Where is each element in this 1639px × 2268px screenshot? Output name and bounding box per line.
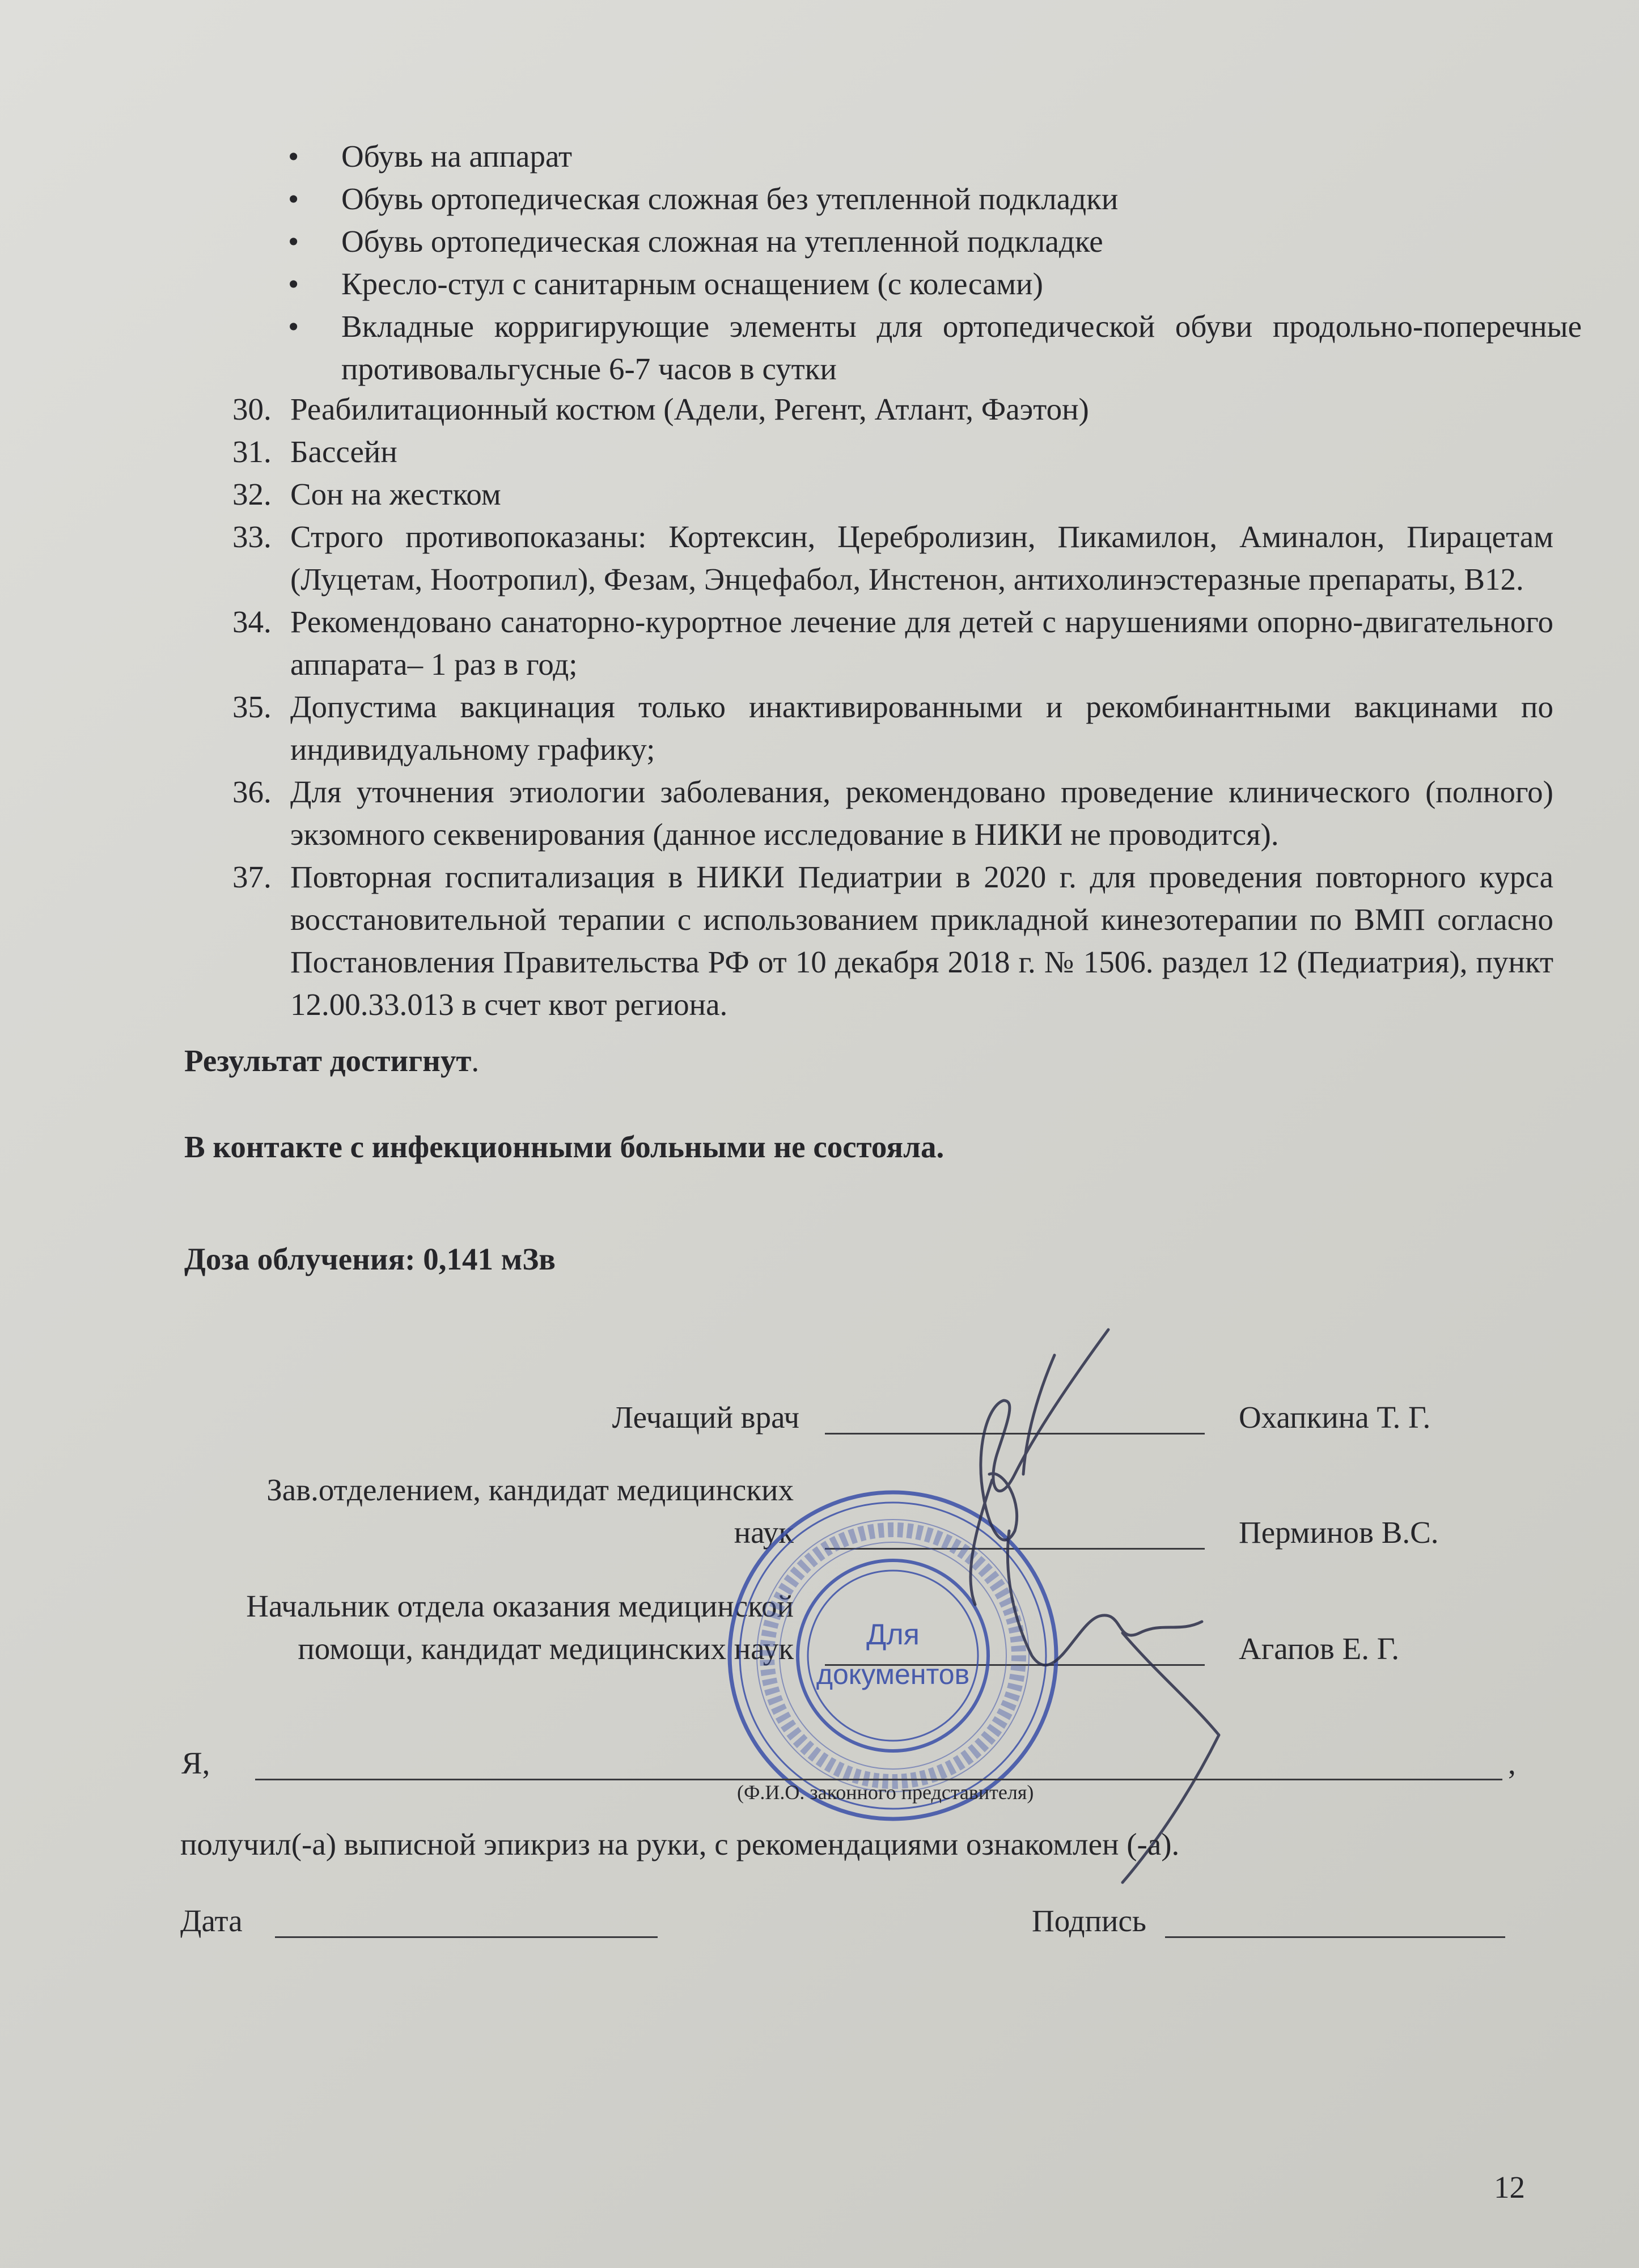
list-item — [232, 600, 1553, 686]
list-item — [232, 473, 1553, 515]
item-text: Реабилитационный костюм (Адели, Регент, Атлант, Фаэтон) — [290, 392, 1089, 426]
item-text: Допустима вакцинация только инактивированными и рекомбинантными вакцинами по индивидуальному графику; — [290, 689, 1553, 767]
chief-role — [142, 1585, 794, 1670]
result-period: . — [471, 1043, 480, 1078]
chief-name: Агапов Е. Г. — [1239, 1631, 1400, 1666]
head-name: Перминов В.С. — [1239, 1515, 1439, 1550]
item-number: 36. — [232, 775, 272, 809]
result-text: Результат достигнут — [184, 1043, 472, 1078]
item-number: 35. — [232, 689, 272, 724]
head-role — [142, 1469, 794, 1554]
bullet-list — [283, 135, 1582, 390]
bullet-item: • Обувь на аппарат — [283, 135, 1582, 177]
stamp-text-line1: Для — [866, 1618, 920, 1651]
bullet-item: • Вкладные корригирующие элементы для ортопедической обуви продольно-поперечные противовальгусные 6-7 часов в сутки — [283, 305, 1582, 390]
bullet-item: • Кресло-стул с санитарным оснащением (с колесами) — [283, 263, 1582, 305]
stamp-text-line2: документов — [816, 1658, 970, 1690]
list-item — [232, 515, 1553, 600]
bullet-item: • Обувь ортопедическая сложная на утепленной подкладке — [283, 220, 1582, 263]
head-role-line2: наук — [734, 1515, 794, 1550]
doctor-name: Охапкина Т. Г. — [1239, 1400, 1431, 1435]
list-item — [232, 388, 1553, 430]
item-text: Для уточнения этиологии заболевания, рекомендовано проведение клинического (полного) экзомного секвенирования (данное исследование в НИКИ не проводится). — [290, 775, 1553, 852]
received-text: получил(-а) выписной эпикриз на руки, с рекомендациями ознакомлен (-а). — [180, 1827, 1180, 1861]
contact-line: В контакте с инфекционными больными не состояла. — [184, 1129, 945, 1164]
item-number: 33. — [232, 519, 272, 554]
list-item — [232, 686, 1553, 771]
chief-role-line1: Начальник отдела оказания медицинской — [246, 1589, 794, 1623]
numbered-list — [232, 388, 1553, 1026]
head-role-line1: Зав.отделением, кандидат медицинских — [266, 1472, 794, 1507]
date-line — [275, 1936, 658, 1938]
item-number: 31. — [232, 434, 272, 469]
date-label: Дата — [180, 1903, 243, 1938]
item-number: 37. — [232, 860, 272, 894]
ya-label: Я, — [181, 1746, 210, 1780]
signature-line — [825, 1433, 1205, 1435]
item-number: 34. — [232, 604, 272, 639]
doctor-role: Лечащий врач — [612, 1400, 799, 1435]
result-line — [184, 1039, 479, 1082]
item-text: Сон на жестком — [290, 477, 501, 511]
name-caption: (Ф.И.О. законного представителя) — [737, 1781, 1034, 1804]
comma: , — [1508, 1746, 1516, 1780]
list-item — [232, 771, 1553, 856]
chief-role-line2: помощи, кандидат медицинских наук — [298, 1631, 794, 1666]
item-number: 30. — [232, 392, 272, 426]
item-text: Строго противопоказаны: Кортексин, Церебролизин, Пикамилон, Аминалон, Пирацетам (Луцетам, Ноотропил), Фезам, Энцефабол, Инстенон, антихолинэстеразные препараты, В12. — [290, 519, 1553, 596]
item-text: Повторная госпитализация в НИКИ Педиатрии в 2020 г. для проведения повторного курса восстановительной терапии с использованием прикладной кинезотерапии по ВМП согласно Постановления Правительства РФ от 10 декабря 2018 г. № 1506. раздел 12 (Педиатрия), пункт 12.00.33.013 в счет квот региона. — [290, 860, 1553, 1022]
list-item — [232, 430, 1553, 473]
institution-stamp-icon — [723, 1486, 1063, 1826]
sign-line — [1165, 1936, 1505, 1938]
item-number: 32. — [232, 477, 272, 511]
list-item — [232, 856, 1553, 1026]
sign-label: Подпись — [1032, 1903, 1146, 1938]
bullet-item: • Обувь ортопедическая сложная без утепленной подкладки — [283, 177, 1582, 220]
page-number: 12 — [1494, 2170, 1525, 2204]
dose-line: Доза облучения: 0,141 мЗв — [184, 1242, 556, 1276]
item-text: Рекомендовано санаторно-курортное лечение для детей с нарушениями опорно-двигательного аппарата– 1 раз в год; — [290, 604, 1553, 682]
item-text: Бассейн — [290, 434, 397, 469]
